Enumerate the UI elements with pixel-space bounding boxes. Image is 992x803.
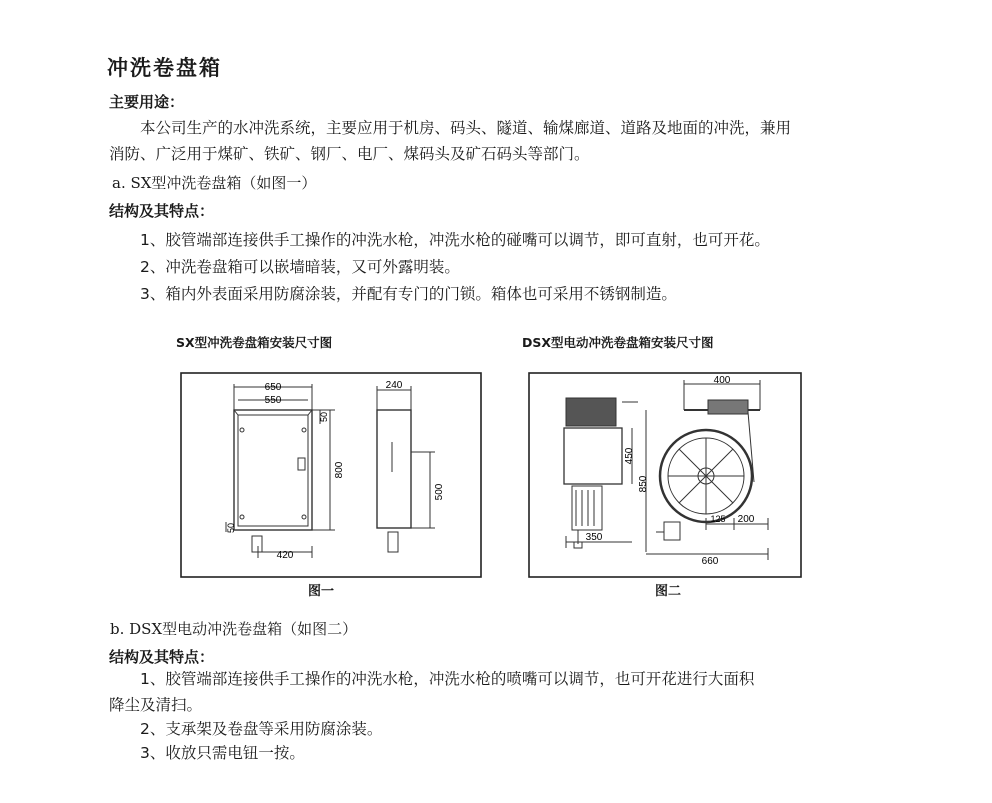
section-b-label: b. DSX型电动冲洗卷盘箱（如图二）	[110, 620, 358, 638]
page-title: 冲洗卷盘箱	[107, 56, 222, 80]
main-use-line-1: 本公司生产的水冲洗系统，主要应用于机房、码头、隧道、输煤廊道、道路及地面的冲洗，兼用	[140, 119, 792, 137]
fig2-dim-350: 350	[585, 532, 603, 543]
fig2-dim-850: 850	[638, 475, 649, 493]
fig1-dim-50b: 50	[226, 522, 236, 534]
section-b-item-1-line-1: 1、胶管端部连接供手工操作的冲洗水枪，冲洗水枪的喷嘴可以调节，也可开花进行大面积	[140, 670, 755, 688]
section-a-item-3: 3、箱内外表面采用防腐涂装，并配有专门的门锁。箱体也可采用不锈钢制造。	[140, 285, 677, 303]
fig1-dim-240: 240	[385, 380, 403, 391]
fig1-dim-650: 650	[264, 382, 282, 393]
figure-2-title: DSX型电动冲洗卷盘箱安装尺寸图	[522, 335, 714, 350]
figure-2-drawing	[528, 372, 802, 578]
main-use-line-2: 消防、广泛用于煤矿、铁矿、钢厂、电厂、煤码头及矿石码头等部门。	[109, 145, 590, 163]
section-a-heading: 结构及其特点：	[109, 202, 215, 220]
figure-2-caption: 图二	[655, 584, 682, 599]
fig2-dim-450: 450	[624, 447, 635, 465]
section-a-item-1: 1、胶管端部连接供手工操作的冲洗水枪，冲洗水枪的碰嘴可以调节，即可直射，也可开花。	[140, 231, 770, 249]
fig1-dim-550: 550	[264, 395, 282, 406]
main-use-heading: 主要用途：	[109, 93, 185, 111]
fig2-dim-400: 400	[713, 375, 731, 386]
fig1-dim-800: 800	[334, 461, 345, 479]
fig1-dim-50a: 50	[319, 411, 329, 423]
fig2-dim-200: 200	[737, 514, 755, 525]
section-b-item-1-line-2: 降尘及清扫。	[109, 696, 203, 714]
fig1-dim-500: 500	[434, 483, 445, 501]
section-b-heading: 结构及其特点：	[109, 648, 215, 666]
figure-1-caption: 图一	[308, 584, 335, 599]
figure-1-drawing	[180, 372, 482, 578]
section-a-label: a. SX型冲洗卷盘箱（如图一）	[112, 174, 317, 192]
section-a-item-2: 2、冲洗卷盘箱可以嵌墙暗装，又可外露明装。	[140, 258, 460, 276]
fig2-dim-660: 660	[701, 556, 719, 567]
section-b-item-2: 2、支承架及卷盘等采用防腐涂装。	[140, 720, 383, 738]
section-b-item-3: 3、收放只需电钮一按。	[140, 744, 305, 762]
figure-1-title: SX型冲洗卷盘箱安装尺寸图	[176, 335, 333, 350]
fig1-dim-420: 420	[276, 550, 294, 561]
fig2-dim-125: 125	[710, 514, 726, 524]
